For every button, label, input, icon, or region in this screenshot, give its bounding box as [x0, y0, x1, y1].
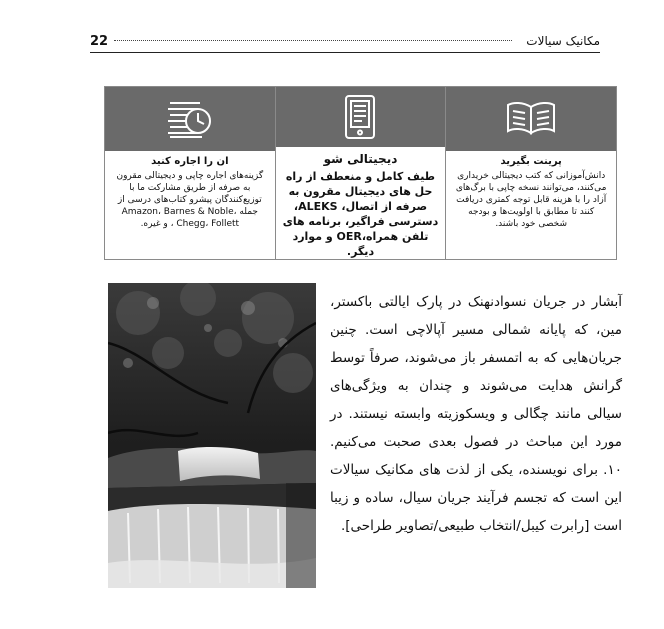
card-rent-text: گزینه‌های اجاره چاپی و دیجیتالی مقرون به صرفه از طریق مشارکت ما با توزیع‌کنندگان پیشرو کتاب‌های درسی از جمله Amazon، Barnes & Noble، Chegg، Follett ، و غیره.	[116, 171, 264, 229]
running-title: مکانیک سیالات	[526, 34, 600, 48]
card-rent-title: ان را اجاره کنید	[151, 156, 229, 167]
leader-dots	[114, 40, 512, 41]
page-number: 22	[90, 34, 109, 49]
options-panel	[104, 86, 617, 260]
card-print-header	[446, 87, 616, 151]
card-rent	[105, 87, 275, 259]
card-print	[445, 87, 616, 259]
card-rent-body	[105, 151, 275, 259]
running-header	[90, 34, 600, 53]
card-print-text: دانش‌آموزانی که کتب دیجیتالی خریداری می‌کنند، می‌توانند نسخه چاپی با برگ‌های آزاد را با هزینه قابل توجه کمتری دریافت کنند تا مطابق با اولویت‌ها و بودجه شخصی خود باشند.	[455, 171, 607, 229]
body-paragraph: آبشار در جریان نسوادنهنک در پارک ایالتی باکستر، مین، که پایانه شمالی مسیر آپالاچی است. چنین جریان‌هایی که به اتمسفر باز می‌شوند، صرفاً توسط گرانش هدایت می‌شوند و چندان به ویژگی‌های سیالی مانند چگالی و ویسکوزیته وابسته نیستند. در مورد این مباحث در فصول بعدی صحبت می‌کنیم. ۱۰. برای نویسنده، یکی از لذت های مکانیک سیالات این است که تجسم فرآیند جریان سیال، ساده و زیبا است [رابرت کیبل/انتخاب طبیعی/تصاویر طراحی].	[330, 294, 622, 534]
card-digital-body	[276, 147, 446, 259]
card-digital-title: دیجیتالی شو	[323, 152, 398, 166]
open-book-icon	[505, 99, 557, 139]
card-digital-text: طیف کامل و منعطف از راه حل های دیجیتال مقرون به صرفه از اتصال، ALEKS، دسترسی فراگیر، برنامه های تلفن همراه،OER و موارد دیگر.	[282, 170, 439, 258]
card-digital	[275, 87, 446, 259]
tablet-device-icon	[343, 94, 377, 140]
card-digital-header	[276, 87, 446, 147]
card-print-body	[446, 151, 616, 259]
card-print-title: پرینت بگیرید	[500, 156, 562, 167]
books-clock-icon	[164, 97, 216, 141]
waterfall-photo	[108, 283, 316, 588]
card-rent-header	[105, 87, 275, 151]
